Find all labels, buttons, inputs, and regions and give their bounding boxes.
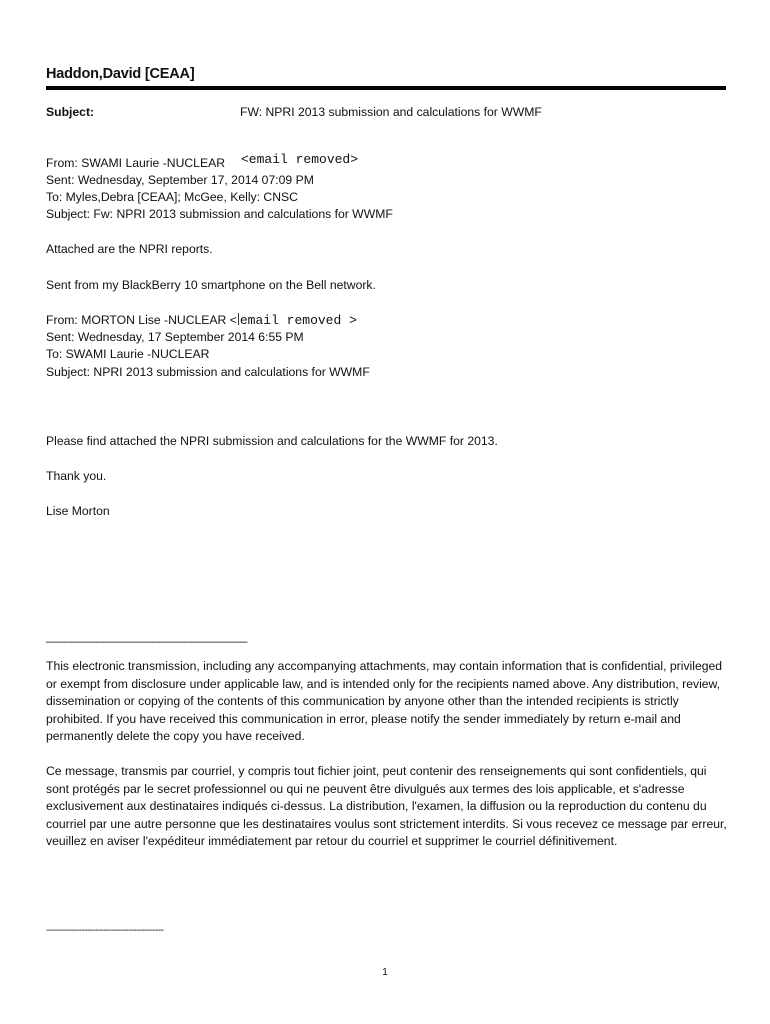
forward2-from-label: From: MORTON Lise -NUCLEAR <: [46, 313, 237, 327]
forward1-subject: Subject: Fw: NPRI 2013 submission and calculations for WWMF: [46, 207, 393, 221]
thank-you-text: Thank you.: [46, 469, 107, 483]
subject-label: Subject:: [46, 105, 95, 119]
forward2-subject: Subject: NPRI 2013 submission and calculations for WWMF: [46, 365, 370, 379]
forward1-to: To: Myles,Debra [CEAA]; McGee, Kelly: CNSC: [46, 190, 298, 204]
sent-from-text: Sent from my BlackBerry 10 smartphone on the Bell network.: [46, 278, 376, 292]
attached-text: Attached are the NPRI reports.: [46, 242, 213, 256]
text-cursor: [238, 313, 239, 325]
forward1-from-label: From: SWAMI Laurie -NUCLEAR: [46, 156, 226, 170]
forward2-to: To: SWAMI Laurie -NUCLEAR: [46, 347, 210, 361]
disclaimer-french: Ce message, transmis par courriel, y compris tout fichier joint, peut contenir des renseignements qui sont confidentiels, qui sont protégés par le secret professionnel ou qui ne peuvent être divulgués aux termes des lois applicable, et s'adresse exclusivement aux destinataires indiqués ci-dessus. La distribution, l'examen, la diffusion ou la reproduction du contenu du courriel par une autre personne que les destinataires voulus sont strictement interdits. Si vous recevez ce message par erreur, veuillez en aviser l'expéditeur immédiatement par retour du courriel et supprimer le courriel définitivement.: [46, 764, 727, 849]
forward1-from-email: <email removed>: [241, 152, 359, 167]
disclaimer-english: This electronic transmission, including any accompanying attachments, may contain information that is confidential, privileged or exempt from disclosure under applicable law, and is intended only for the recipients named above. Any distribution, review, dissemination or copying of the contents of this communication by anyone other than the intended recipients is strictly prohibited. If you have received this communication in error, please notify the sender immediately by return e-mail and permanently delete the copy you have received.: [46, 659, 723, 744]
please-find-text: Please find attached the NPRI submission and calculations for the WWMF for 2013.: [46, 434, 498, 448]
page-number: 1: [382, 967, 388, 978]
forward2-sent: Sent: Wednesday, 17 September 2014 6:55 PM: [46, 330, 304, 344]
forward1-from: [46, 155, 225, 172]
header-rule: [46, 86, 726, 90]
dash-separator: -------------------------------------------: [46, 925, 164, 936]
forward2-from: [46, 312, 357, 329]
sender-name: Haddon,David [CEAA]: [46, 66, 195, 82]
signature: Lise Morton: [46, 504, 110, 518]
underscore-separator: ________________________________: [46, 629, 247, 643]
subject-value: FW: NPRI 2013 submission and calculations for WWMF: [240, 105, 542, 119]
forward1-sent: Sent: Wednesday, September 17, 2014 07:09 PM: [46, 173, 314, 187]
forward2-from-email: email removed >: [239, 313, 357, 328]
